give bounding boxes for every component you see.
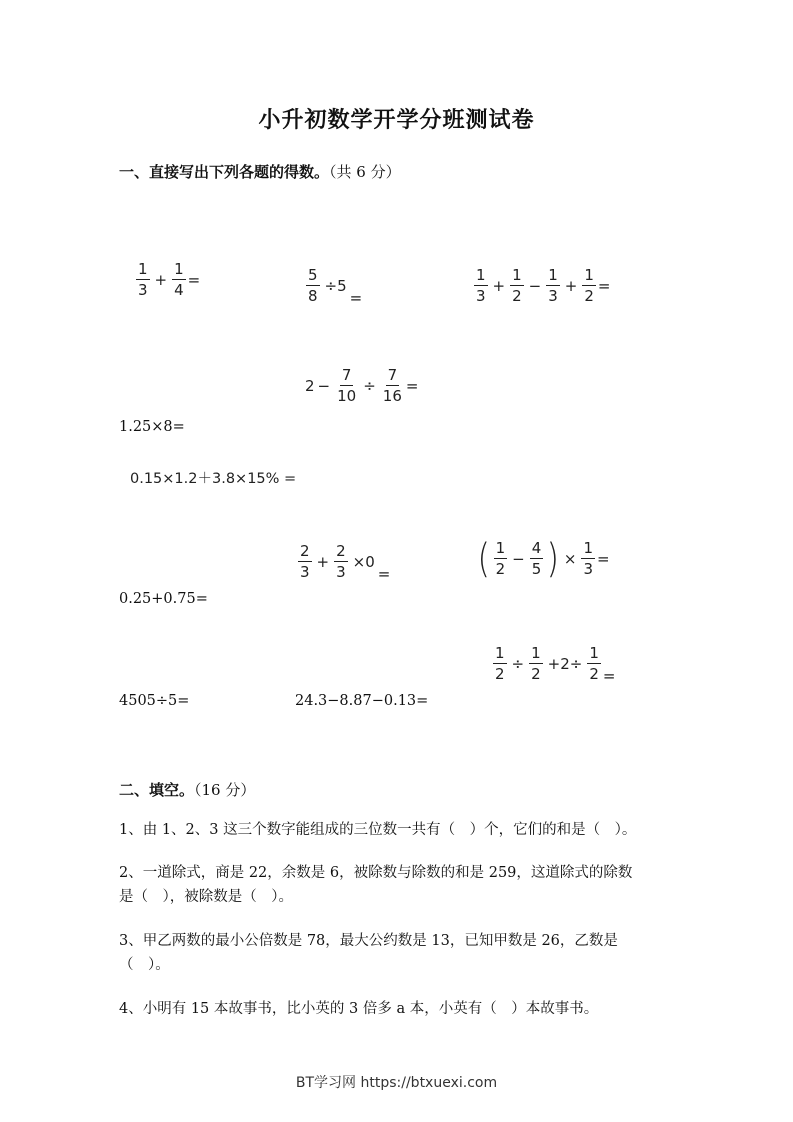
question-3-line-2: （ ）。 [119,957,170,973]
section1-heading [119,161,401,182]
fraction: $\frac{4}{5}$ [531,539,542,578]
question-3-line-1: 3、甲乙两数的最小公倍数是 78，最大公约数是 13，已知甲数是 26，乙数是 [119,933,618,949]
expr-c: $\frac{1}{3}$ + $\frac{1}{2}$ − $\frac{1}{3}$ + $\frac{1}{2}$ = [476,266,611,305]
question-4: 4、小明有 15 本故事书，比小英的 3 倍多 a 本，小英有（ ）本故事书。 [119,1001,599,1017]
footer-watermark: BT学习网 https://btxuexi.com [295,1075,498,1091]
fraction: $\frac{1}{2}$ [531,644,541,683]
fraction: $\frac{1}{3}$ [583,539,594,578]
expr-h: ( $\frac{1}{2}$ − $\frac{4}{5}$ ) × $\frac{1}{3}$ = [477,536,610,582]
problem-4505-div-5: 4505÷5= [119,693,190,709]
expr-g: $\frac{2}{3}$ + $\frac{2}{3}$ ×0 = [300,542,391,583]
section2-heading [119,779,255,800]
section1-heading-text: 一、直接写出下列各题的得数。 [119,163,330,181]
fraction: $\frac{1}{3}$ [476,266,486,305]
expr-d: 2 − $\frac{7}{10}$ ÷ $\frac{7}{16}$ = [305,366,419,405]
expr-j: $\frac{1}{2}$ ÷ $\frac{1}{2}$ +2÷ $\frac{1}{2}$ = [495,644,616,685]
problem-0-25-plus: 0.25+0.75= [119,591,208,607]
expr-b: $\frac{5}{8}$ ÷5 = [308,266,363,307]
page-title: 小升初数学开学分班测试卷 [258,107,535,133]
problem-decimal-percent: 0.15×1.2＋3.8×15% = [130,471,297,487]
section2-points: （16 分） [194,781,256,799]
fraction: $\frac{1}{2}$ [495,644,505,683]
fraction: $\frac{1}{2}$ [512,266,522,305]
fraction: $\frac{1}{2}$ [589,644,599,683]
question-2-line-1: 2、一道除式，商是 22，余数是 6，被除数与除数的和是 259，这道除式的除数 [119,865,633,881]
fraction: $\frac{1}{4}$ [174,260,184,299]
fraction: $\frac{2}{3}$ [300,542,310,581]
question-2-line-2: 是（ ），被除数是（ ）。 [119,889,293,905]
section2-heading-text: 二、填空。 [119,781,195,799]
fraction: $\frac{1}{3}$ [548,266,558,305]
fraction: $\frac{5}{8}$ [308,266,318,305]
problem-1-25x8: 1.25×8= [119,419,185,435]
expr-a: $\frac{1}{3}$ + $\frac{1}{4}$ = [138,260,201,299]
fraction: $\frac{2}{3}$ [336,542,346,581]
fraction: $\frac{7}{10}$ [337,366,357,405]
fraction: $\frac{1}{2}$ [495,539,506,578]
fraction: $\frac{7}{16}$ [382,366,402,405]
question-1: 1、由 1、2、3 这三个数字能组成的三位数一共有（ ）个，它们的和是（ ）。 [119,822,637,838]
fraction: $\frac{1}{3}$ [138,260,148,299]
fraction: $\frac{1}{2}$ [584,266,594,305]
section1-points: （共 6 分） [329,163,401,181]
problem-24-3-minus: 24.3−8.87−0.13= [295,693,429,709]
